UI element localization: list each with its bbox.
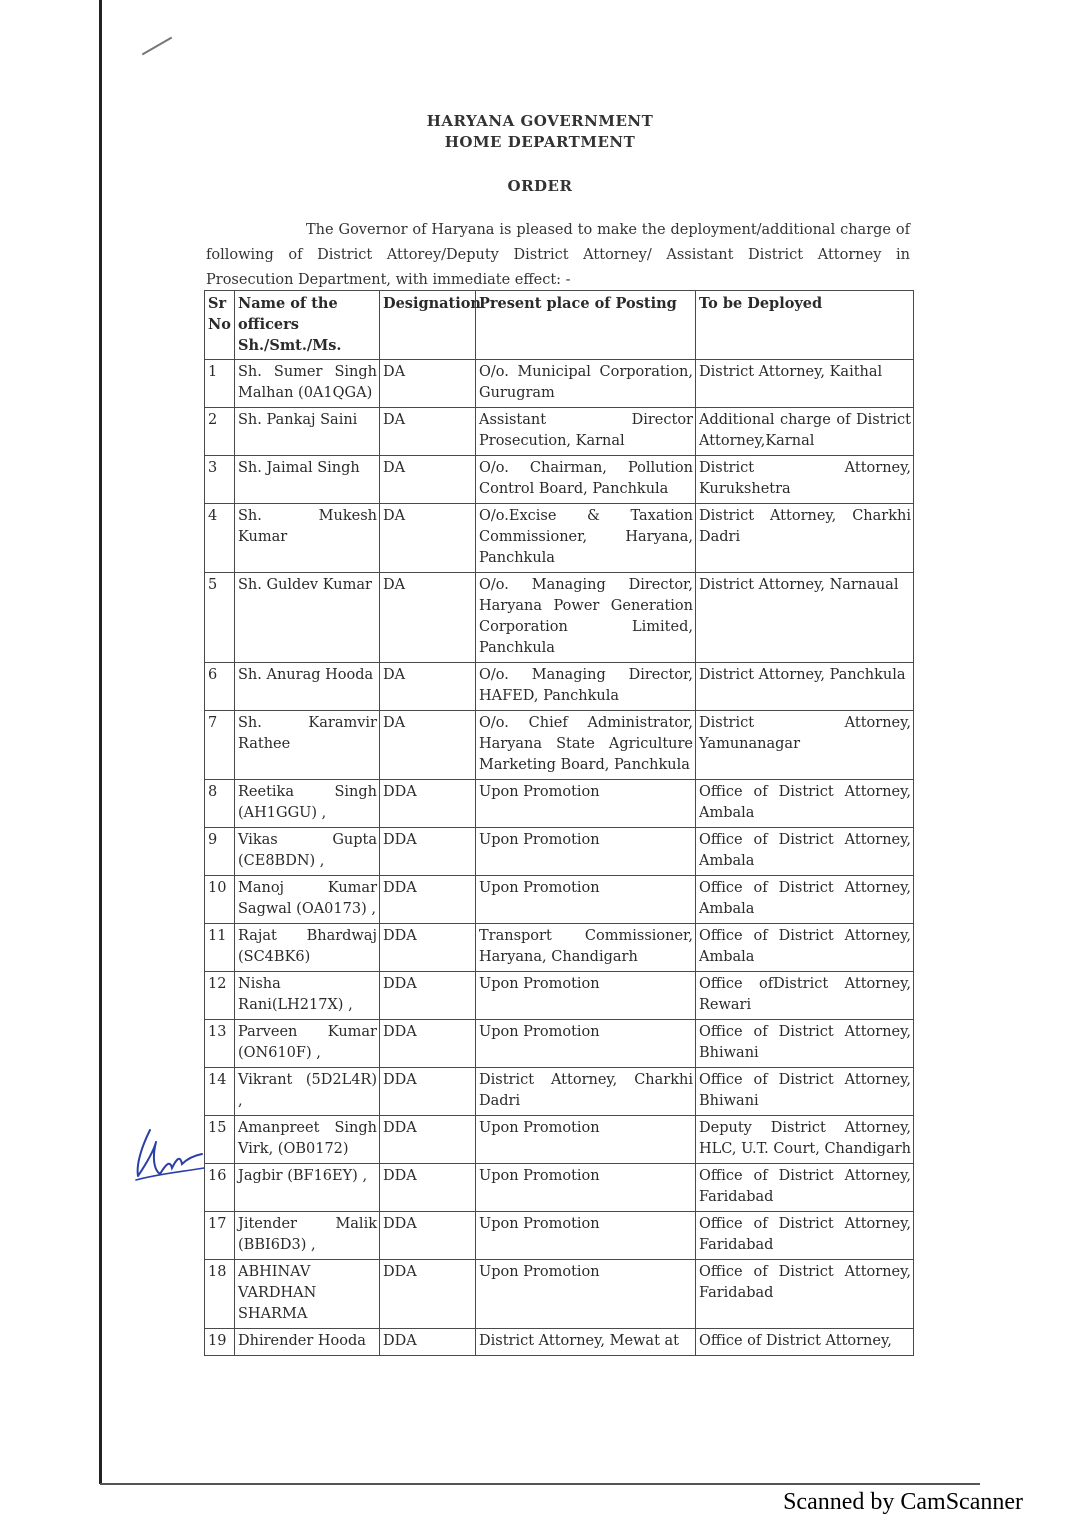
table-row <box>205 573 914 663</box>
cell-sr-no: 17 <box>205 1212 235 1260</box>
table-row <box>205 1068 914 1116</box>
cell-sr-no: 5 <box>205 573 235 663</box>
table-row <box>205 1164 914 1212</box>
cell-designation: DA <box>380 504 476 573</box>
table-row <box>205 1260 914 1329</box>
cell-designation: DDA <box>380 1164 476 1212</box>
cell-officer-name: Sh. Karamvir Rathee <box>235 711 380 780</box>
cell-to-be-deployed: Office of District Attorney, Faridabad <box>696 1260 914 1329</box>
table-row <box>205 360 914 408</box>
cell-officer-name: Parveen Kumar (ON610F) , <box>235 1020 380 1068</box>
cell-to-be-deployed: Office of District Attorney, Ambala <box>696 780 914 828</box>
cell-sr-no: 14 <box>205 1068 235 1116</box>
cell-to-be-deployed: Office of District Attorney, Bhiwani <box>696 1020 914 1068</box>
cell-officer-name: Manoj Kumar Sagwal (OA0173) , <box>235 876 380 924</box>
cell-sr-no: 9 <box>205 828 235 876</box>
cell-officer-name: Dhirender Hooda <box>235 1329 380 1356</box>
cell-present-posting: Assistant Director Prosecution, Karnal <box>476 408 696 456</box>
table-row <box>205 1020 914 1068</box>
cell-designation: DDA <box>380 1020 476 1068</box>
cell-officer-name: Nisha Rani(LH217X) , <box>235 972 380 1020</box>
cell-designation: DA <box>380 573 476 663</box>
cell-sr-no: 11 <box>205 924 235 972</box>
cell-designation: DA <box>380 408 476 456</box>
cell-officer-name: Vikrant (5D2L4R) , <box>235 1068 380 1116</box>
cell-sr-no: 7 <box>205 711 235 780</box>
cell-sr-no: 10 <box>205 876 235 924</box>
cell-present-posting: District Attorney, Mewat at <box>476 1329 696 1356</box>
cell-present-posting: O/o. Chief Administrator, Haryana State Agriculture Marketing Board, Panchkula <box>476 711 696 780</box>
cell-designation: DA <box>380 360 476 408</box>
order-title: ORDER <box>507 177 573 195</box>
cell-to-be-deployed: Additional charge of District Attorney,Karnal <box>696 408 914 456</box>
cell-to-be-deployed: Deputy District Attorney, HLC, U.T. Court, Chandigarh <box>696 1116 914 1164</box>
cell-present-posting: Upon Promotion <box>476 1116 696 1164</box>
cell-designation: DDA <box>380 876 476 924</box>
header-designation: Designation <box>380 291 476 360</box>
table-row <box>205 711 914 780</box>
cell-officer-name: Sh. Pankaj Saini <box>235 408 380 456</box>
department-title: HOME DEPARTMENT <box>444 133 636 151</box>
cell-to-be-deployed: District Attorney, Charkhi Dadri <box>696 504 914 573</box>
cell-sr-no: 2 <box>205 408 235 456</box>
table-header-row <box>205 291 914 360</box>
cell-designation: DA <box>380 456 476 504</box>
cell-sr-no: 13 <box>205 1020 235 1068</box>
cell-officer-name: ABHINAV VARDHAN SHARMA <box>235 1260 380 1329</box>
cell-present-posting: Upon Promotion <box>476 1164 696 1212</box>
cell-to-be-deployed: District Attorney, Narnaual <box>696 573 914 663</box>
cell-designation: DDA <box>380 924 476 972</box>
cell-present-posting: Upon Promotion <box>476 1212 696 1260</box>
pen-mark <box>142 37 172 56</box>
cell-to-be-deployed: Office of District Attorney, Faridabad <box>696 1164 914 1212</box>
cell-designation: DDA <box>380 972 476 1020</box>
government-title: HARYANA GOVERNMENT <box>426 112 654 130</box>
cell-present-posting: O/o. Municipal Corporation, Gurugram <box>476 360 696 408</box>
cell-sr-no: 19 <box>205 1329 235 1356</box>
cell-designation: DDA <box>380 1212 476 1260</box>
cell-present-posting: O/o. Managing Director, Haryana Power Generation Corporation Limited, Panchkula <box>476 573 696 663</box>
table-row <box>205 663 914 711</box>
cell-officer-name: Sh. Jaimal Singh <box>235 456 380 504</box>
cell-officer-name: Vikas Gupta (CE8BDN) , <box>235 828 380 876</box>
signature-mark <box>132 1124 208 1186</box>
cell-present-posting: O/o. Managing Director, HAFED, Panchkula <box>476 663 696 711</box>
cell-designation: DDA <box>380 1329 476 1356</box>
cell-designation: DDA <box>380 828 476 876</box>
cell-officer-name: Amanpreet Singh Virk, (OB0172) <box>235 1116 380 1164</box>
table-row <box>205 504 914 573</box>
cell-designation: DA <box>380 711 476 780</box>
cell-sr-no: 6 <box>205 663 235 711</box>
cell-sr-no: 15 <box>205 1116 235 1164</box>
cell-present-posting: Upon Promotion <box>476 780 696 828</box>
header-to-be-deployed: To be Deployed <box>696 291 914 360</box>
table-row <box>205 1116 914 1164</box>
cell-designation: DDA <box>380 1068 476 1116</box>
table-row <box>205 972 914 1020</box>
cell-present-posting: Upon Promotion <box>476 828 696 876</box>
cell-officer-name: Jitender Malik (BBI6D3) , <box>235 1212 380 1260</box>
cell-officer-name: Reetika Singh (AH1GGU) , <box>235 780 380 828</box>
header-sr-no: Sr No <box>205 291 235 360</box>
scan-bottom-edge <box>100 1483 980 1485</box>
cell-to-be-deployed: Office of District Attorney, Ambala <box>696 876 914 924</box>
table-row <box>205 408 914 456</box>
header-present-posting: Present place of Posting <box>476 291 696 360</box>
cell-sr-no: 18 <box>205 1260 235 1329</box>
table-row <box>205 1329 914 1356</box>
cell-sr-no: 1 <box>205 360 235 408</box>
cell-designation: DDA <box>380 1260 476 1329</box>
cell-sr-no: 16 <box>205 1164 235 1212</box>
cell-present-posting: District Attorney, Charkhi Dadri <box>476 1068 696 1116</box>
cell-sr-no: 8 <box>205 780 235 828</box>
cell-to-be-deployed: Office ofDistrict Attorney, Rewari <box>696 972 914 1020</box>
cell-present-posting: Upon Promotion <box>476 1260 696 1329</box>
cell-to-be-deployed: Office of District Attorney, Ambala <box>696 924 914 972</box>
cell-officer-name: Sh. Sumer Singh Malhan (0A1QGA) <box>235 360 380 408</box>
camscanner-watermark: Scanned by CamScanner <box>783 1489 1023 1515</box>
cell-to-be-deployed: District Attorney, Kurukshetra <box>696 456 914 504</box>
deployment-table <box>204 290 914 1356</box>
cell-designation: DDA <box>380 1116 476 1164</box>
header-officer-name: Name of the officers Sh./Smt./Ms. <box>235 291 380 360</box>
table-row <box>205 876 914 924</box>
cell-to-be-deployed: Office of District Attorney, Bhiwani <box>696 1068 914 1116</box>
cell-sr-no: 3 <box>205 456 235 504</box>
cell-present-posting: O/o.Excise & Taxation Commissioner, Haryana, Panchkula <box>476 504 696 573</box>
cell-officer-name: Rajat Bhardwaj (SC4BK6) <box>235 924 380 972</box>
cell-designation: DDA <box>380 780 476 828</box>
table-row <box>205 1212 914 1260</box>
table-row <box>205 828 914 876</box>
cell-to-be-deployed: Office of District Attorney, Ambala <box>696 828 914 876</box>
cell-present-posting: Upon Promotion <box>476 876 696 924</box>
cell-officer-name: Sh. Guldev Kumar <box>235 573 380 663</box>
cell-to-be-deployed: District Attorney, Yamunanagar <box>696 711 914 780</box>
cell-sr-no: 12 <box>205 972 235 1020</box>
cell-designation: DA <box>380 663 476 711</box>
cell-present-posting: Upon Promotion <box>476 1020 696 1068</box>
cell-to-be-deployed: District Attorney, Kaithal <box>696 360 914 408</box>
order-intro-paragraph: The Governor of Haryana is pleased to make the deployment/additional charge of following of District Attorey/Deputy District Attorney/ Assistant District Attorney in Prosecution Department, with immediate effect: - <box>206 222 910 288</box>
cell-officer-name: Sh. Mukesh Kumar <box>235 504 380 573</box>
table-row <box>205 924 914 972</box>
table-row <box>205 456 914 504</box>
cell-officer-name: Jagbir (BF16EY) , <box>235 1164 380 1212</box>
scan-page-edge <box>99 0 102 1484</box>
cell-present-posting: Upon Promotion <box>476 972 696 1020</box>
cell-present-posting: Transport Commissioner, Haryana, Chandigarh <box>476 924 696 972</box>
cell-to-be-deployed: District Attorney, Panchkula <box>696 663 914 711</box>
cell-present-posting: O/o. Chairman, Pollution Control Board, Panchkula <box>476 456 696 504</box>
table-row <box>205 780 914 828</box>
cell-sr-no: 4 <box>205 504 235 573</box>
cell-to-be-deployed: Office of District Attorney, Faridabad <box>696 1212 914 1260</box>
cell-to-be-deployed: Office of District Attorney, <box>696 1329 914 1356</box>
cell-officer-name: Sh. Anurag Hooda <box>235 663 380 711</box>
